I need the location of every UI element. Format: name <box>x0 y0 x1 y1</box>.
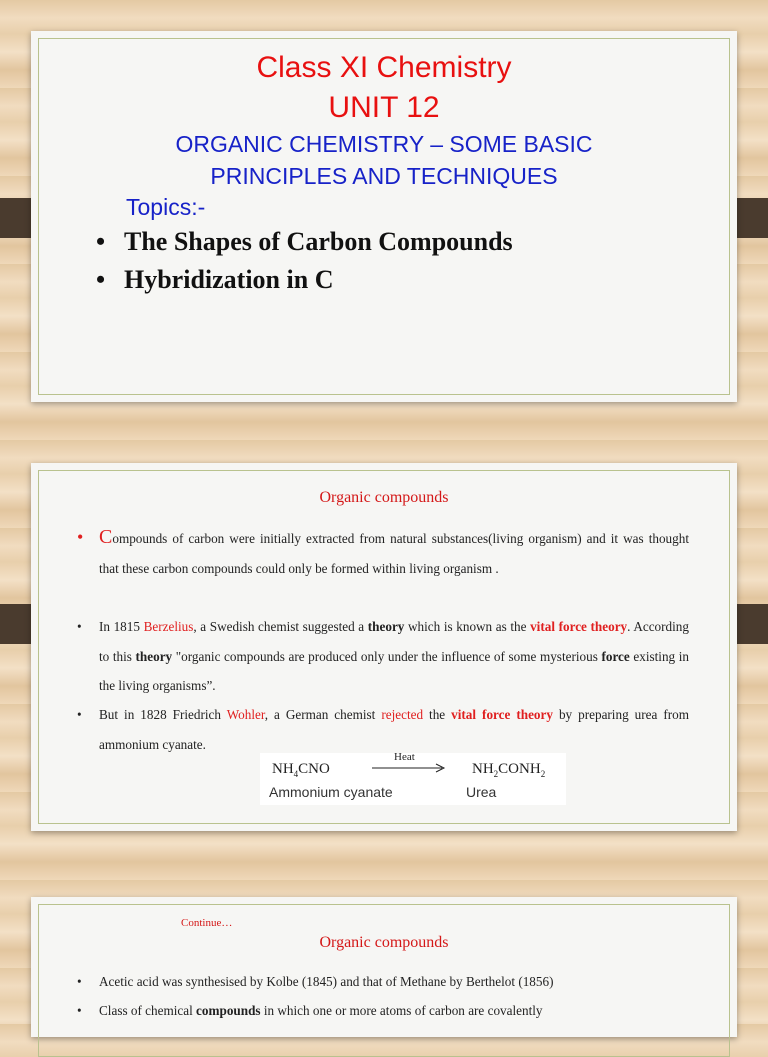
product-name: Urea <box>466 784 497 800</box>
subtitle-line-1: ORGANIC CHEMISTRY – SOME BASIC <box>175 131 593 157</box>
reactant-formula: $NH_4CNO$ <box>272 761 330 779</box>
arrow-label: Heat <box>394 751 415 763</box>
slide-title-text: Class XI Chemistry <box>256 51 512 84</box>
paragraph-3: • But in 1828 Friedrich Wohler, a German chemist rejected the vital force theory by preparing urea from ammonium cyanate. <box>99 700 689 759</box>
slide-heading: Organic compounds <box>319 489 449 506</box>
topic-bullet: • The Shapes of Carbon Compounds <box>96 227 513 256</box>
wohler-name: Wohler <box>226 707 265 722</box>
slide-heading: Organic compounds <box>319 934 449 951</box>
paragraph-text: Acetic acid was synthesised by Kolbe (1845) and that of Methane by Berthelot (1856) <box>99 974 554 989</box>
bullet-dot: • <box>77 619 82 634</box>
unit-label: UNIT 12 <box>328 91 440 124</box>
product-formula: $NH_2CONH_2$ <box>472 761 546 779</box>
slide-organic-compounds-continued <box>31 897 737 1037</box>
topic-text: The Shapes of Carbon Compounds <box>124 227 513 256</box>
slide-title <box>31 31 737 402</box>
topic-bullet: • Hybridization in C <box>96 265 334 294</box>
bullet-dot: • <box>77 974 82 989</box>
berzelius-name: Berzelius <box>143 619 194 634</box>
slide-organic-compounds <box>31 463 737 831</box>
drop-cap: C <box>99 526 113 548</box>
reactant-name: Ammonium cyanate <box>269 784 393 800</box>
topics-label: Topics:- <box>126 194 206 220</box>
subtitle-line-2: PRINCIPLES AND TECHNIQUES <box>210 163 558 189</box>
bullet-dot: • <box>77 527 84 547</box>
urea-equation <box>260 753 566 805</box>
bullet-dot: • <box>77 1003 82 1018</box>
bullet-2: • Class of chemical compounds in which one or more atoms of carbon are covalently <box>99 996 689 1025</box>
reaction-arrow-icon <box>372 761 448 775</box>
bullet-1 <box>77 967 689 996</box>
paragraph-text: ompounds of carbon were initially extracted from natural substances(living organism) and it was thought that these carbon compounds could only be formed within living organism . <box>99 531 689 576</box>
continue-label: Continue… <box>181 917 233 929</box>
paragraph-1 <box>77 523 689 583</box>
paragraph-2: • In 1815 Berzelius, a Swedish chemist suggested a theory which is known as the vital force theory. According to this theory "organic compounds are produced only under the influence of some mysterious force existing in the living organisms”. <box>99 612 689 701</box>
bullet-dot: • <box>77 707 82 722</box>
topic-text: Hybridization in C <box>124 265 334 294</box>
